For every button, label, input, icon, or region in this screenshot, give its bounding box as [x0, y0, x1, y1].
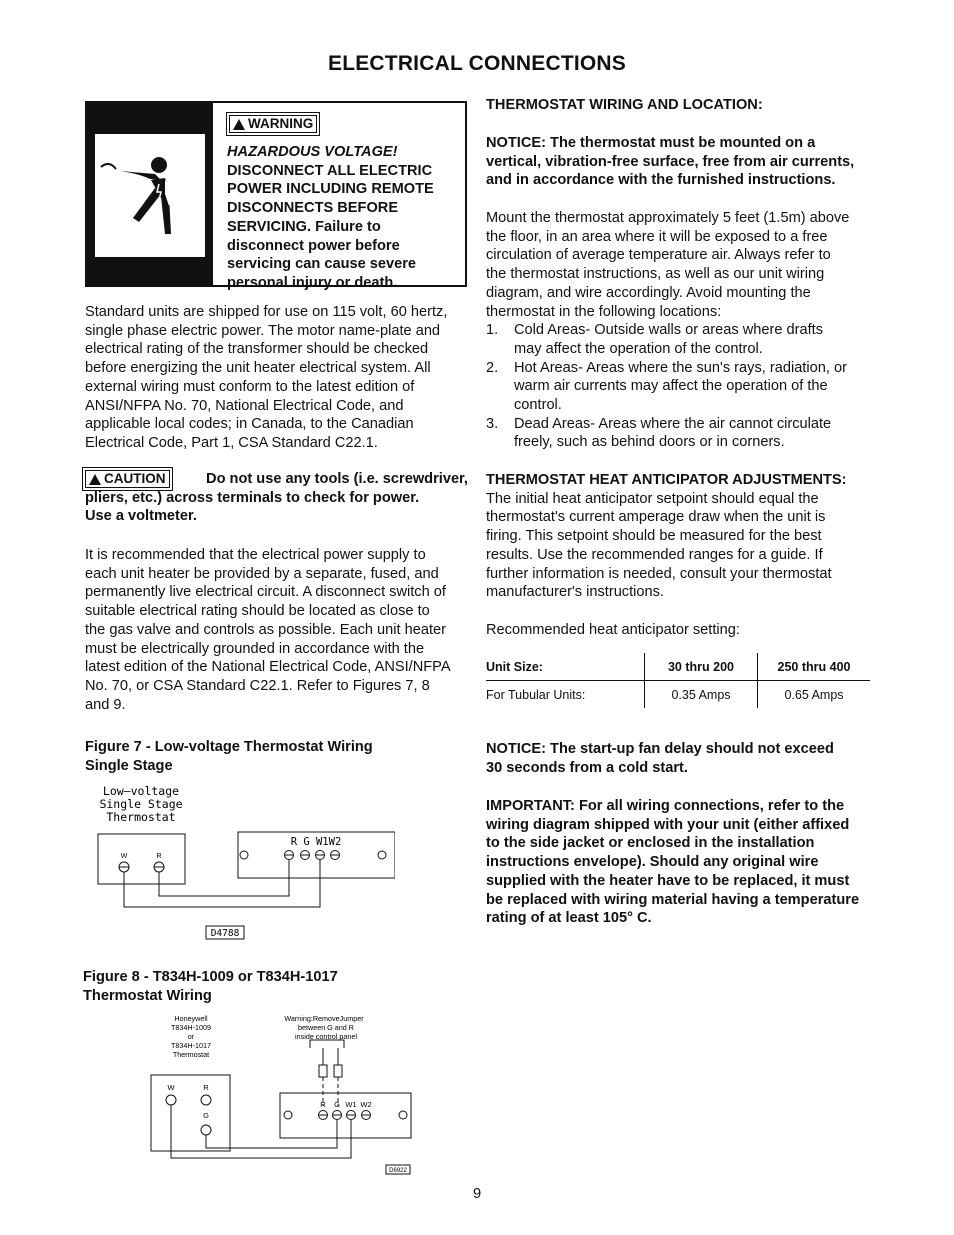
anticipator-table — [486, 653, 870, 708]
table-header-row: Unit Size: 30 thru 200 250 thru 400 — [486, 653, 870, 681]
f8-thermostat-box — [151, 1075, 230, 1151]
f8-label-5: Thermostat — [172, 1050, 210, 1059]
svg-text:R: R — [203, 1083, 209, 1092]
heading-anticipator: THERMOSTAT HEAT ANTICIPATOR ADJUSTMENTS: — [486, 472, 847, 488]
list-item: 2. Hot Areas- Areas where the sun's rays, radiation, or warm air currents may affect the operation of the control. — [486, 359, 847, 414]
warning-icon-panel — [87, 103, 213, 287]
f7-code: D4788 — [210, 928, 240, 939]
caution-label: CAUTION — [85, 470, 170, 488]
anticipator-section: THERMOSTAT HEAT ANTICIPATOR ADJUSTMENTS: The initial heat anticipator setpoint should equal the thermostat's current amperage draw when the unit is firing. This setpoint should be measured for the best results. Use the recommended ranges for a guide. If further information is needed, consult your thermostat manufacturer's instructions. — [486, 471, 870, 602]
f7-w-label: W — [120, 853, 128, 860]
page-number: 9 — [472, 1185, 482, 1202]
warning-text: HAZARDOUS VOLTAGE! DISCONNECT ALL ELECTRIC POWER INCLUDING REMOTE DISCONNECTS BEFORE SERVICING. Failure to disconnect power before servicing can cause severe personal injury or death. — [227, 144, 434, 291]
alert-triangle-icon — [233, 119, 245, 130]
f8-label-1: Honeywell — [174, 1014, 208, 1023]
f7-label-1: Low—voltage — [102, 784, 180, 798]
f8-warning-1: Warning:RemoveJumper — [284, 1014, 364, 1023]
svg-text:W2: W2 — [360, 1100, 372, 1109]
f8-code: D6922 — [389, 1168, 407, 1174]
caution-paragraph: CAUTION Do not use any tools (i.e. screwdriver, pliers, etc.) across terminals to check for power. Use a voltmeter. — [85, 471, 468, 525]
figure7-caption: Figure 7 - Low-voltage Thermostat Wiring Single Stage — [85, 739, 373, 774]
svg-text:W: W — [167, 1083, 175, 1092]
power-supply-paragraph: It is recommended that the electrical power supply to each unit heater be provided by a separate, fused, and permanently live electrical circuit. A disconnect switch of suitable electrical rating should be located as close to the gas valve and controls as possible. Each unit heater must be electrically grounded in accordance with the latest edition of the National Electrical Code, ANSI/NFPA No. 70, or CSA Standard C22.1. Refer to Figures 7, 8 and 9. — [85, 547, 451, 713]
important-notice: IMPORTANT: For all wiring connections, refer to the wiring diagram shipped with your unit (either affixed to the side jacket or enclosed in the installation instructions envelope). Should any original wire supplied with the heater have to be replaced, it must be replaced with wiring material having a temperature rating of at least 105° C. — [486, 798, 860, 927]
figure7-diagram — [95, 780, 395, 945]
table-row: For Tubular Units: 0.35 Amps 0.65 Amps — [486, 681, 870, 709]
fan-delay-notice: NOTICE: The start-up fan delay should not exceed 30 seconds from a cold start. — [486, 741, 834, 776]
mounting-notice: NOTICE: The thermostat must be mounted on a vertical, vibration-free surface, free from air currents, and in accordance with the furnished instructions. — [486, 135, 855, 189]
svg-text:G: G — [203, 1111, 209, 1120]
f8-warning-3: inside control panel — [295, 1032, 357, 1041]
svg-text:W1: W1 — [345, 1100, 357, 1109]
f7-r-label: R — [156, 853, 162, 860]
alert-triangle-icon — [89, 474, 101, 485]
figure8-caption: Figure 8 - T834H-1009 or T834H-1017 Thermostat Wiring — [83, 969, 338, 1004]
f8-label-4: T834H-1017 — [171, 1041, 211, 1050]
f7-panel-terminals: R G W1W2 — [290, 836, 342, 848]
svg-text:G: G — [334, 1100, 340, 1109]
avoid-locations-list — [486, 321, 870, 452]
svg-text:R: R — [320, 1100, 326, 1109]
f8-label-2: T834H-1009 — [171, 1023, 211, 1032]
list-item: 3. Dead Areas- Areas where the air cannot circulate freely, such as behind doors or in corners. — [486, 415, 832, 451]
page-title: ELECTRICAL CONNECTIONS — [327, 52, 627, 75]
electric-shock-icon — [95, 134, 205, 257]
list-item: 1. Cold Areas- Outside walls or areas where drafts may affect the operation of the control. — [486, 322, 824, 357]
heading-thermostat-wiring: THERMOSTAT WIRING AND LOCATION: — [486, 97, 763, 113]
figure8-diagram — [148, 1010, 416, 1180]
warning-label: WARNING — [229, 115, 317, 133]
f7-label-3: Thermostat — [106, 810, 176, 824]
f7-thermostat-box — [98, 834, 185, 884]
recommended-label: Recommended heat anticipator setting: — [486, 622, 740, 638]
intro-paragraph: Standard units are shipped for use on 115 volt, 60 hertz, single phase electric power. The motor name-plate and electrical rating of the transformer should be checked before energizing the unit heater electrical system. All external wiring must conform to the latest edition of ANSI/NFPA No. 70, National Electrical Code, and applicable local codes; in Canada, to the Canadian Electrical Code, Part 1, CSA Standard C22.1. — [85, 304, 448, 451]
f8-warning-2: between G and R — [298, 1023, 354, 1032]
warning-box — [85, 101, 467, 291]
mounting-paragraph: Mount the thermostat approximately 5 feet (1.5m) above the floor, in an area where it will be exposed to a free circulation of average temperature air. Always refer to the thermostat instructions, as well as our unit wiring diagram, and wire accordingly. Avoid mounting the thermostat in the following locations: 1. Cold Areas- Outside walls or areas where drafts may affect the operation of the control. 2. Hot Areas- Areas where the sun's rays, radiation, or warm air currents may affect the operation of the control. 3. Dead Areas- Areas where the air cannot circulate freely, such as behind doors or in corners. — [486, 209, 870, 452]
f8-label-3: or — [187, 1032, 195, 1041]
f7-label-2: Single Stage — [99, 797, 183, 811]
